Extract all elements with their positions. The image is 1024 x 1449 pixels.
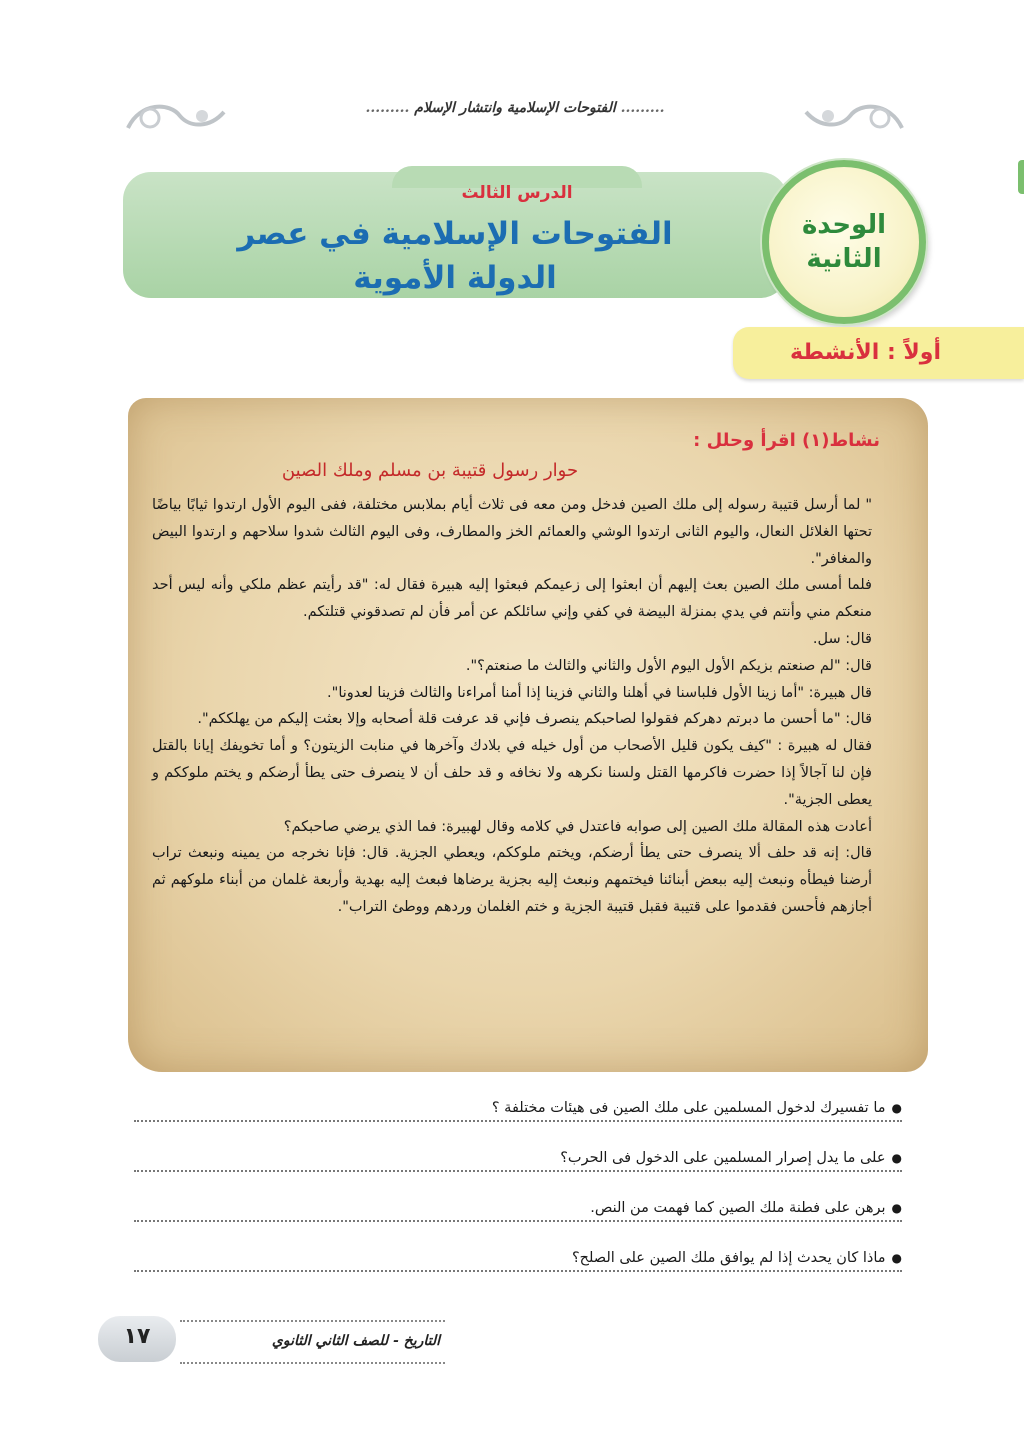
passage-text bbox=[152, 492, 872, 921]
passage-title: حوار رسول قتيبة بن مسلم وملك الصين bbox=[281, 460, 579, 481]
running-title: ......... الفتوحات الإسلامية وانتشار الإسلام ......... bbox=[365, 100, 665, 116]
activity-heading: نشاط(١) اقرأ وحلل : bbox=[693, 430, 880, 451]
question-text: ● على ما يدل إصرار المسلمين على الدخول فى الحرب؟ bbox=[560, 1150, 902, 1166]
passage-paragraph: " لما أرسل قتيبة رسوله إلى ملك الصين فدخل ومن معه فى ثلاث أيام بملابس مختلفة، ففى اليوم الأول ارتدوا ثيابًا بياضًا تحتها الغلائل النعال، واليوم الثانى ارتدوا الوشي والعمائم الخز والمطارف، وفى اليوم الثالث شدوا سلاحهم و ارتدوا البيض والمغافر". bbox=[152, 497, 872, 567]
passage-paragraph: قال هبيرة: "أما زينا الأول فلباسنا في أهلنا والثاني فزينا إذا أمنا أمراءنا والثالث فزينا لعدونا". bbox=[327, 684, 872, 701]
question-item bbox=[134, 1096, 902, 1146]
footer-divider-top bbox=[180, 1320, 445, 1322]
passage-paragraph: فقال له هبيرة : "كيف يكون قليل الأصحاب من أول خيله في بلادك وآخرها في منابت الزيتون؟ و أما تخويفك إيانا بالقتل فإن لنا آجالاً إذا حضرت فاكرمها القتل ولسنا نكرهه ولا نخافه و قد حلف أن لا ينصرف حتى يطأ أرضكم و يختم ملوككم و يعطى الجزية". bbox=[152, 738, 872, 808]
running-title-text: الفتوحات الإسلامية وانتشار الإسلام bbox=[414, 100, 616, 116]
passage-paragraph: أعادت هذه المقالة ملك الصين إلى صوابه فاعتدل في كلامه وقال لهبيرة: فما الذي يرضي صاحبكم؟ bbox=[283, 818, 872, 835]
section-label: أولاً : الأنشطة bbox=[789, 340, 942, 365]
unit-badge-line2: الثانية bbox=[806, 244, 882, 274]
passage-paragraph: قال: سل. bbox=[812, 630, 872, 647]
left-ornament-icon bbox=[120, 98, 230, 136]
passage-paragraph: فلما أمسى ملك الصين بعث إليهم أن ابعثوا إلى زعيمكم فبعثوا إليه هبيرة فقال له: "قد رأيتم عظم ملكي وأنه ليس أحد منعكم مني وأنتم في يدي بمنزلة البيضة في كفي وإني سائلكم عن أمر فأن لم تصدقوني قتلتكم. bbox=[152, 577, 872, 621]
question-text: ● ماذا كان يحدث إذا لم يوافق ملك الصين على الصلح؟ bbox=[572, 1250, 902, 1266]
unit-badge-line1: الوحدة bbox=[801, 210, 887, 240]
question-item bbox=[134, 1146, 902, 1196]
answer-line[interactable] bbox=[134, 1270, 902, 1272]
unit-badge bbox=[762, 160, 926, 324]
right-ornament-icon bbox=[800, 98, 910, 136]
question-item bbox=[134, 1246, 902, 1296]
answer-line[interactable] bbox=[134, 1220, 902, 1222]
footer-book-title: التاريخ - للصف الثاني الثانوي bbox=[271, 1333, 440, 1349]
answer-line[interactable] bbox=[134, 1120, 902, 1122]
page-number: ١٧ bbox=[123, 1324, 151, 1349]
running-header bbox=[120, 92, 910, 142]
question-text: ● ما تفسيرك لدخول المسلمين على ملك الصين فى هيئات مختلفة ؟ bbox=[492, 1100, 902, 1116]
lesson-title-line2: الدولة الأموية bbox=[353, 260, 557, 296]
question-item bbox=[134, 1196, 902, 1246]
lesson-title-line1: الفتوحات الإسلامية في عصر bbox=[237, 216, 673, 252]
passage-paragraph: قال: "ما أحسن ما دبرتم دهركم فقولوا لصاحبكم ينصرف فإني قد عرفت قلة أصحابه وإلا بعثت إليكم من يهلككم". bbox=[197, 711, 872, 728]
questions-list bbox=[134, 1096, 902, 1296]
footer-divider-bottom bbox=[180, 1362, 445, 1364]
answer-line[interactable] bbox=[134, 1170, 902, 1172]
question-text: ● برهن على فطنة ملك الصين كما فهمت من النص. bbox=[590, 1200, 902, 1216]
lesson-title bbox=[150, 212, 760, 300]
page-edge-tab bbox=[1018, 160, 1024, 194]
passage-paragraph: قال: إنه قد حلف ألا ينصرف حتى يطأ أرضكم، ويختم ملوككم، ويعطي الجزية. قال: فإنا نخرجه من يمينه ونبعث تراب أرضنا فيطأه ونبعث إليه ببعض أبنائنا فيختمهم ونبعث إليه بجزية يرضاها فبعث إليه بهدية وأربعة غلمان من أبناء ملوكهم ثم أجازهم فأحسن فقدموا على قتيبة فقبل قتيبة الجزية و ختم الغلمان وردهم ووطئ التراب". bbox=[152, 845, 872, 915]
passage-paragraph: قال: "لم صنعتم بزيكم الأول اليوم الأول والثاني والثالث ما صنعتم؟". bbox=[465, 657, 872, 674]
lesson-label: الدرس الثالث bbox=[461, 183, 573, 203]
